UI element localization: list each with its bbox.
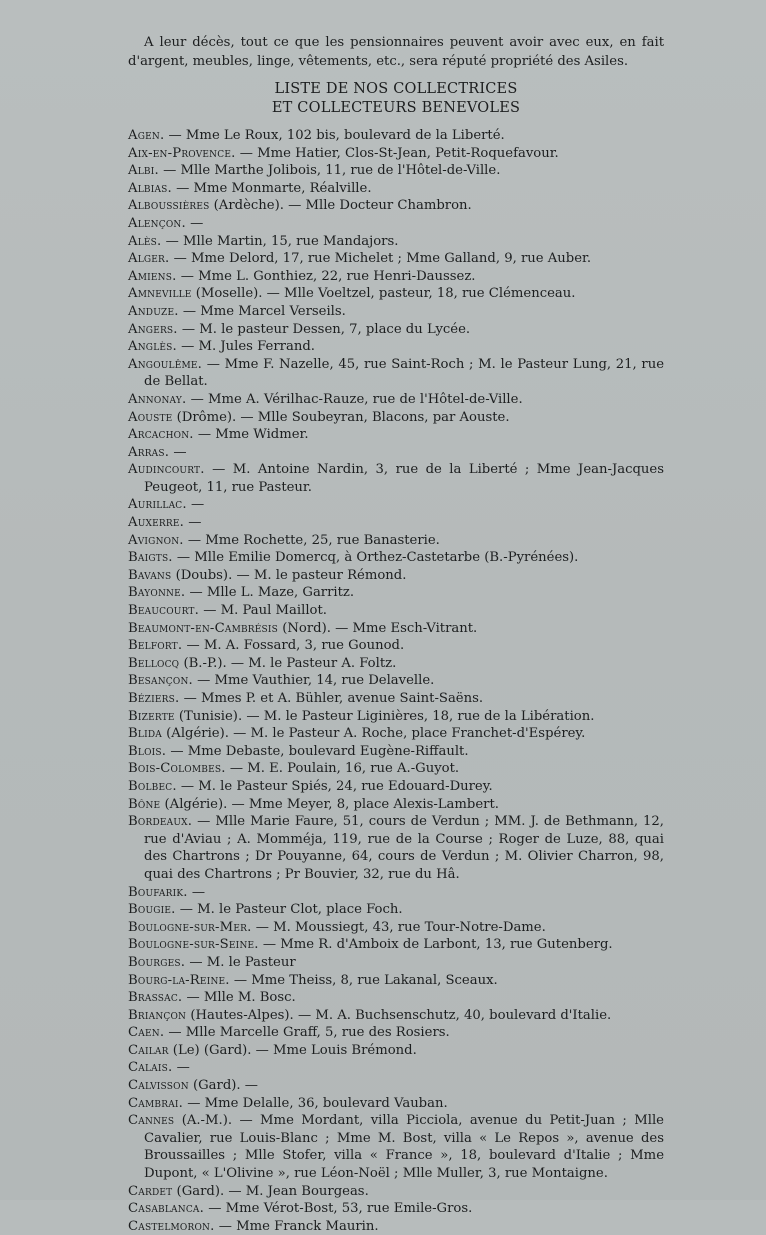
entry-details: — Mme Rochette, 25, rue Banasterie. bbox=[183, 532, 440, 548]
entry-place: Belfort. bbox=[128, 638, 183, 654]
entry-details: — Mme F. Nazelle, 45, rue Saint-Roch ; M. le Pasteur Lung, 21, rue de Bellat. bbox=[144, 356, 664, 390]
list-entry bbox=[128, 215, 664, 233]
entry-details: (Tunisie). — M. le Pasteur Liginières, 18, rue de la Libération. bbox=[174, 708, 595, 724]
entry-place: Blois. bbox=[128, 743, 167, 759]
entry-place: Briançon bbox=[128, 1007, 187, 1023]
entry-details: — M. Jules Ferrand. bbox=[176, 339, 315, 355]
list-entry bbox=[128, 145, 664, 163]
entry-place: Anduze. bbox=[128, 303, 179, 319]
list-entry bbox=[128, 584, 664, 602]
entry-details: — Mme Vérot-Bost, 53, rue Emile-Gros. bbox=[204, 1201, 473, 1217]
list-entry bbox=[128, 936, 664, 954]
entry-place: Agen. bbox=[128, 128, 165, 143]
entry-place: Amiens. bbox=[128, 268, 177, 284]
entry-place: Avignon. bbox=[128, 532, 184, 548]
entry-place: Bourges. bbox=[128, 954, 186, 970]
list-entry bbox=[128, 162, 664, 180]
entry-place: Alger. bbox=[128, 251, 170, 267]
entry-details: (Nord). — Mme Esch-Vitrant. bbox=[278, 620, 478, 636]
entry-details: — Mlle L. Maze, Garritz. bbox=[185, 585, 355, 601]
entry-place: Amneville bbox=[128, 286, 192, 302]
list-heading bbox=[128, 80, 664, 118]
entry-details: — M. Paul Maillot. bbox=[199, 603, 327, 619]
list-entry bbox=[128, 637, 664, 655]
list-entry bbox=[128, 444, 664, 462]
entry-details: (Algérie). — Mme Meyer, 8, place Alexis-Lambert. bbox=[160, 796, 499, 812]
list-entry bbox=[128, 725, 664, 743]
entry-details: — bbox=[169, 444, 187, 460]
entry-place: Boulogne-sur-Seine. bbox=[128, 937, 259, 953]
entry-place: Audincourt. bbox=[128, 462, 205, 478]
list-entry bbox=[128, 532, 664, 550]
list-entry bbox=[128, 356, 664, 391]
entry-place: Calvisson bbox=[128, 1078, 189, 1094]
list-entry bbox=[128, 250, 664, 268]
entry-details: (Le) (Gard). — Mme Louis Brémond. bbox=[168, 1042, 417, 1058]
entry-place: Angers. bbox=[128, 321, 178, 337]
entry-place: Casablanca. bbox=[128, 1201, 204, 1217]
entry-details: — Mme Widmer. bbox=[193, 427, 309, 443]
entry-details: — Mme R. d'Amboix de Larbont, 13, rue Gutenberg. bbox=[258, 937, 613, 953]
entry-place: Bordeaux. bbox=[128, 814, 193, 830]
entry-details: — M. Antoine Nardin, 3, rue de la Liberté ; Mme Jean-Jacques Peugeot, 11, rue Pasteur. bbox=[144, 462, 664, 495]
list-entry bbox=[128, 391, 664, 409]
entry-details: — bbox=[185, 215, 204, 231]
entry-details: — M. le Pasteur Spiés, 24, rue Edouard-Durey. bbox=[176, 778, 493, 794]
list-entry bbox=[128, 901, 664, 919]
list-entry bbox=[128, 1007, 664, 1025]
entry-details: — Mme Marcel Verseils. bbox=[178, 303, 346, 319]
entry-place: Aouste bbox=[128, 409, 173, 425]
entry-place: Alès. bbox=[128, 233, 162, 249]
list-entry bbox=[128, 672, 664, 690]
entry-place: Bône bbox=[128, 796, 161, 812]
list-entry bbox=[128, 1183, 664, 1201]
entry-place: Albi. bbox=[128, 163, 159, 179]
entry-place: Bavans bbox=[128, 567, 172, 583]
entry-place: Bolbec. bbox=[128, 778, 177, 794]
list-entry bbox=[128, 796, 664, 814]
entry-details: (Gard). — M. Jean Bourgeas. bbox=[172, 1183, 369, 1199]
entry-place: Alençon. bbox=[128, 215, 186, 231]
entry-details: (Hautes-Alpes). — M. A. Buchsenschutz, 40, boulevard d'Italie. bbox=[186, 1007, 612, 1023]
entry-place: Alboussières bbox=[128, 198, 210, 214]
entry-details: — Mme Theiss, 8, rue Lakanal, Sceaux. bbox=[229, 972, 498, 988]
list-entry bbox=[128, 268, 664, 286]
list-entry bbox=[128, 197, 664, 215]
entry-place: Béziers. bbox=[128, 691, 180, 706]
entry-details: — M. le Pasteur Clot, place Foch. bbox=[175, 902, 403, 918]
list-entry bbox=[128, 1024, 664, 1042]
entry-place: Brassac. bbox=[128, 990, 183, 1006]
list-entry bbox=[128, 180, 664, 198]
entry-details: (Ardèche). — Mlle Docteur Chambron. bbox=[209, 198, 472, 214]
entry-details: (Algérie). — M. le Pasteur A. Roche, place Franchet-d'Espérey. bbox=[161, 726, 586, 742]
entry-details: — Mme A. Vérilhac-Rauze, rue de l'Hôtel-de-Ville. bbox=[186, 391, 523, 407]
entry-details: (A.-M.). — Mme Mordant, villa Picciola, avenue du Petit-Juan ; Mlle Cavalier, rue Louis-Blanc ; Mme M. Bost, villa « Le Repos », avenue des Broussailles ; Mlle Stofer, villa « France », 18, boulevard d'Italie ; Mme Dupont, « L'Olivine », rue Léon-Noël ; Mlle Muller, 3, rue Montaigne. bbox=[144, 1113, 664, 1182]
list-entry bbox=[128, 760, 664, 778]
list-entry bbox=[128, 1059, 664, 1077]
list-entry bbox=[128, 778, 664, 796]
entry-place: Angoulême. bbox=[128, 356, 203, 372]
list-entry bbox=[128, 743, 664, 761]
entry-place: Beaucourt. bbox=[128, 603, 200, 619]
list-entry bbox=[128, 602, 664, 620]
entry-details: — M. Moussiegt, 43, rue Tour-Notre-Dame. bbox=[251, 919, 546, 935]
entry-place: Annonay. bbox=[128, 391, 187, 407]
list-entry bbox=[128, 409, 664, 427]
list-entry bbox=[128, 690, 664, 708]
heading-line-2: ET COLLECTEURS BENEVOLES bbox=[271, 100, 521, 116]
list-entry bbox=[128, 919, 664, 937]
entry-place: Cardet bbox=[128, 1183, 173, 1199]
list-entry bbox=[128, 813, 664, 883]
entry-details: — M. E. Poulain, 16, rue A.-Guyot. bbox=[225, 761, 460, 777]
entry-place: Anglès. bbox=[128, 339, 177, 355]
entry-details: — bbox=[172, 1060, 190, 1076]
list-entry bbox=[128, 303, 664, 321]
entry-details: — M. le Pasteur bbox=[185, 954, 296, 970]
list-entry bbox=[128, 1218, 664, 1235]
list-entry bbox=[128, 1095, 664, 1113]
entry-details: — Mme Delord, 17, rue Michelet ; Mme Galland, 9, rue Auber. bbox=[169, 251, 592, 267]
entry-place: Auxerre. bbox=[128, 515, 185, 531]
list-entry bbox=[128, 954, 664, 972]
list-entry bbox=[128, 655, 664, 673]
list-entry bbox=[128, 1077, 664, 1095]
entry-place: Bourg-la-Reine. bbox=[128, 972, 230, 988]
entry-details: — bbox=[184, 515, 202, 531]
entry-details: — Mlle Martin, 15, rue Mandajors. bbox=[161, 233, 399, 249]
entry-details: — Mme Hatier, Clos-St-Jean, Petit-Roquefavour. bbox=[235, 145, 559, 161]
entry-details: (Doubs). — M. le pasteur Rémond. bbox=[171, 567, 407, 583]
entry-place: Baigts. bbox=[128, 550, 173, 566]
list-entry bbox=[128, 708, 664, 726]
entry-details: — Mme Le Roux, 102 bis, boulevard de la Liberté. bbox=[164, 128, 505, 143]
list-entry bbox=[128, 884, 664, 902]
entry-details: — Mlle Marie Faure, 51, cours de Verdun ; MM. J. de Bethmann, 12, rue d'Aviau ; A. Momméja, 119, rue de la Course ; Roger de Luze, 88, quai des Chartrons ; Dr Pouyanne, 64, cours de Verdun ; M. Olivier Charron, 98, quai des Chartrons ; Pr Bouvier, 32, rue du Hâ. bbox=[144, 814, 664, 882]
entry-place: Aix-en-Provence. bbox=[128, 145, 236, 161]
entry-details: — Mlle Emilie Domercq, à Orthez-Castetarbe (B.-Pyrénées). bbox=[172, 550, 579, 566]
entry-details: — Mme L. Gonthiez, 22, rue Henri-Daussez. bbox=[176, 268, 476, 284]
entry-place: Besançon. bbox=[128, 673, 193, 689]
entry-details: — Mme Debaste, boulevard Eugène-Riffault. bbox=[166, 743, 469, 759]
list-entry bbox=[128, 233, 664, 251]
entry-place: Bois-Colombes. bbox=[128, 761, 226, 777]
entry-details: (Moselle). — Mlle Voeltzel, pasteur, 18, rue Clémenceau. bbox=[191, 286, 576, 302]
list-entry bbox=[128, 514, 664, 532]
collector-list bbox=[128, 127, 664, 1235]
entry-details: — M. le pasteur Dessen, 7, place du Lycée. bbox=[177, 321, 471, 337]
entry-place: Boufarik. bbox=[128, 884, 188, 900]
entry-details: — Mme Franck Maurin. bbox=[214, 1218, 379, 1234]
entry-details: — bbox=[186, 497, 205, 513]
list-entry bbox=[128, 285, 664, 303]
entry-place: Blida bbox=[128, 726, 162, 742]
list-entry bbox=[128, 567, 664, 585]
entry-place: Bizerte bbox=[128, 708, 175, 724]
entry-place: Boulogne-sur-Mer. bbox=[128, 919, 252, 935]
entry-details: — Mlle Marthe Jolibois, 11, rue de l'Hôtel-de-Ville. bbox=[158, 163, 501, 179]
entry-place: Calais. bbox=[128, 1060, 173, 1076]
entry-details: — Mme Monmarte, Réalville. bbox=[171, 180, 372, 196]
list-entry bbox=[128, 496, 664, 514]
entry-place: Bayonne. bbox=[128, 585, 186, 601]
entry-place: Bellocq bbox=[128, 655, 180, 671]
list-entry bbox=[128, 338, 664, 356]
list-entry bbox=[128, 1200, 664, 1218]
entry-place: Caen. bbox=[128, 1025, 165, 1041]
list-entry bbox=[128, 620, 664, 638]
entry-place: Arcachon. bbox=[128, 427, 194, 443]
list-entry bbox=[128, 461, 664, 496]
entry-details: — bbox=[187, 884, 206, 900]
entry-details: (Gard). — bbox=[188, 1078, 258, 1094]
entry-place: Cambrai. bbox=[128, 1095, 184, 1111]
entry-place: Aurillac. bbox=[128, 497, 187, 513]
list-entry bbox=[128, 972, 664, 990]
list-entry bbox=[128, 989, 664, 1007]
entry-place: Cailar bbox=[128, 1042, 169, 1058]
list-entry bbox=[128, 1042, 664, 1060]
entry-details: (B.-P.). — M. le Pasteur A. Foltz. bbox=[179, 655, 397, 671]
entry-details: — Mlle Marcelle Graff, 5, rue des Rosiers. bbox=[164, 1025, 450, 1041]
entry-place: Beaumont-en-Cambrésis bbox=[128, 620, 279, 636]
list-entry bbox=[128, 321, 664, 339]
entry-details: — Mlle M. Bosc. bbox=[182, 990, 296, 1006]
list-entry bbox=[128, 127, 664, 145]
entry-details: — Mme Vauthier, 14, rue Delavelle. bbox=[192, 673, 435, 689]
entry-place: Arras. bbox=[128, 444, 170, 460]
intro-paragraph: A leur décès, tout ce que les pensionnaires peuvent avoir avec eux, en fait d'argent, meubles, linge, vêtements, etc., sera réputé propriété des Asiles. bbox=[128, 35, 664, 69]
heading-line-1: LISTE DE NOS COLLECTRICES bbox=[274, 81, 518, 97]
entry-details: — Mmes P. et A. Bühler, avenue Saint-Saëns. bbox=[179, 691, 484, 706]
entry-place: Cannes bbox=[128, 1113, 175, 1129]
entry-place: Albias. bbox=[128, 180, 172, 196]
entry-place: Castelmoron. bbox=[128, 1218, 215, 1234]
entry-place: Bougie. bbox=[128, 902, 176, 918]
list-entry bbox=[128, 1112, 664, 1182]
entry-details: — Mme Delalle, 36, boulevard Vauban. bbox=[183, 1095, 448, 1111]
entry-details: (Drôme). — Mlle Soubeyran, Blacons, par Aouste. bbox=[172, 409, 510, 425]
list-entry bbox=[128, 549, 664, 567]
list-entry bbox=[128, 426, 664, 444]
entry-details: — M. A. Fossard, 3, rue Gounod. bbox=[182, 638, 405, 654]
